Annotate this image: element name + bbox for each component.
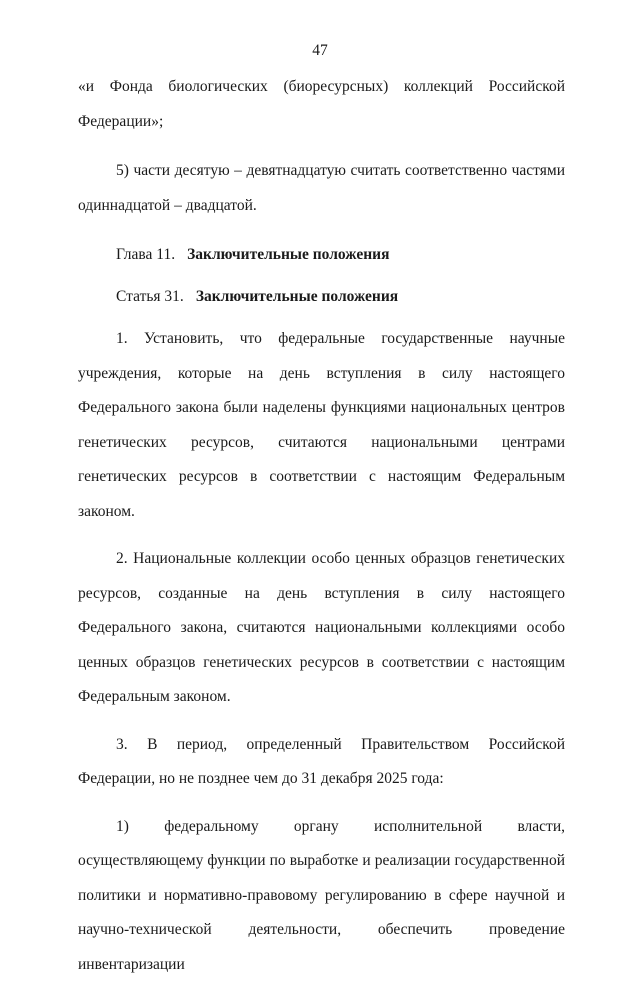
paragraph-continuation: «и Фонда биологических (биоресурсных) коллекций Российской Федерации»; (78, 70, 565, 139)
chapter-title: Заключительные положения (187, 246, 389, 263)
article-title: Заключительные положения (196, 288, 398, 305)
chapter-label: Глава 11. (116, 238, 175, 273)
paragraph-item-5: 5) части десятую – девятнадцатую считать соответственно частями одиннадцатой – двадцатой. (78, 154, 565, 223)
paragraph-clause-1: 1. Установить, что федеральные государственные научные учреждения, которые на день вступления в силу настоящего Федерального закона были наделены функциями национальных центров генетических ресурсов, считаются национальными центрами генетических ресурсов в соответствии с настоящим Федеральным законом. (78, 322, 565, 529)
paragraph-clause-3: 3. В период, определенный Правительством Российской Федерации, но не позднее чем до 31 декабря 2025 года: (78, 728, 565, 797)
document-body (78, 70, 565, 982)
article-heading (78, 280, 565, 315)
paragraph-subclause-1: 1) федеральному органу исполнительной власти, осуществляющему функции по выработке и реализации государственной политики и нормативно-правовому регулированию в сфере научной и научно-технической деятельности, обеспечить проведение инвентаризации (78, 810, 565, 982)
page-number: 47 (0, 42, 640, 60)
article-label: Статья 31. (116, 280, 184, 315)
paragraph-clause-2: 2. Национальные коллекции особо ценных образцов генетических ресурсов, созданные на день вступления в силу настоящего Федерального закона, считаются национальными коллекциями особо ценных образцов генетических ресурсов в соответствии с настоящим Федеральным законом. (78, 542, 565, 715)
chapter-heading (78, 238, 565, 273)
